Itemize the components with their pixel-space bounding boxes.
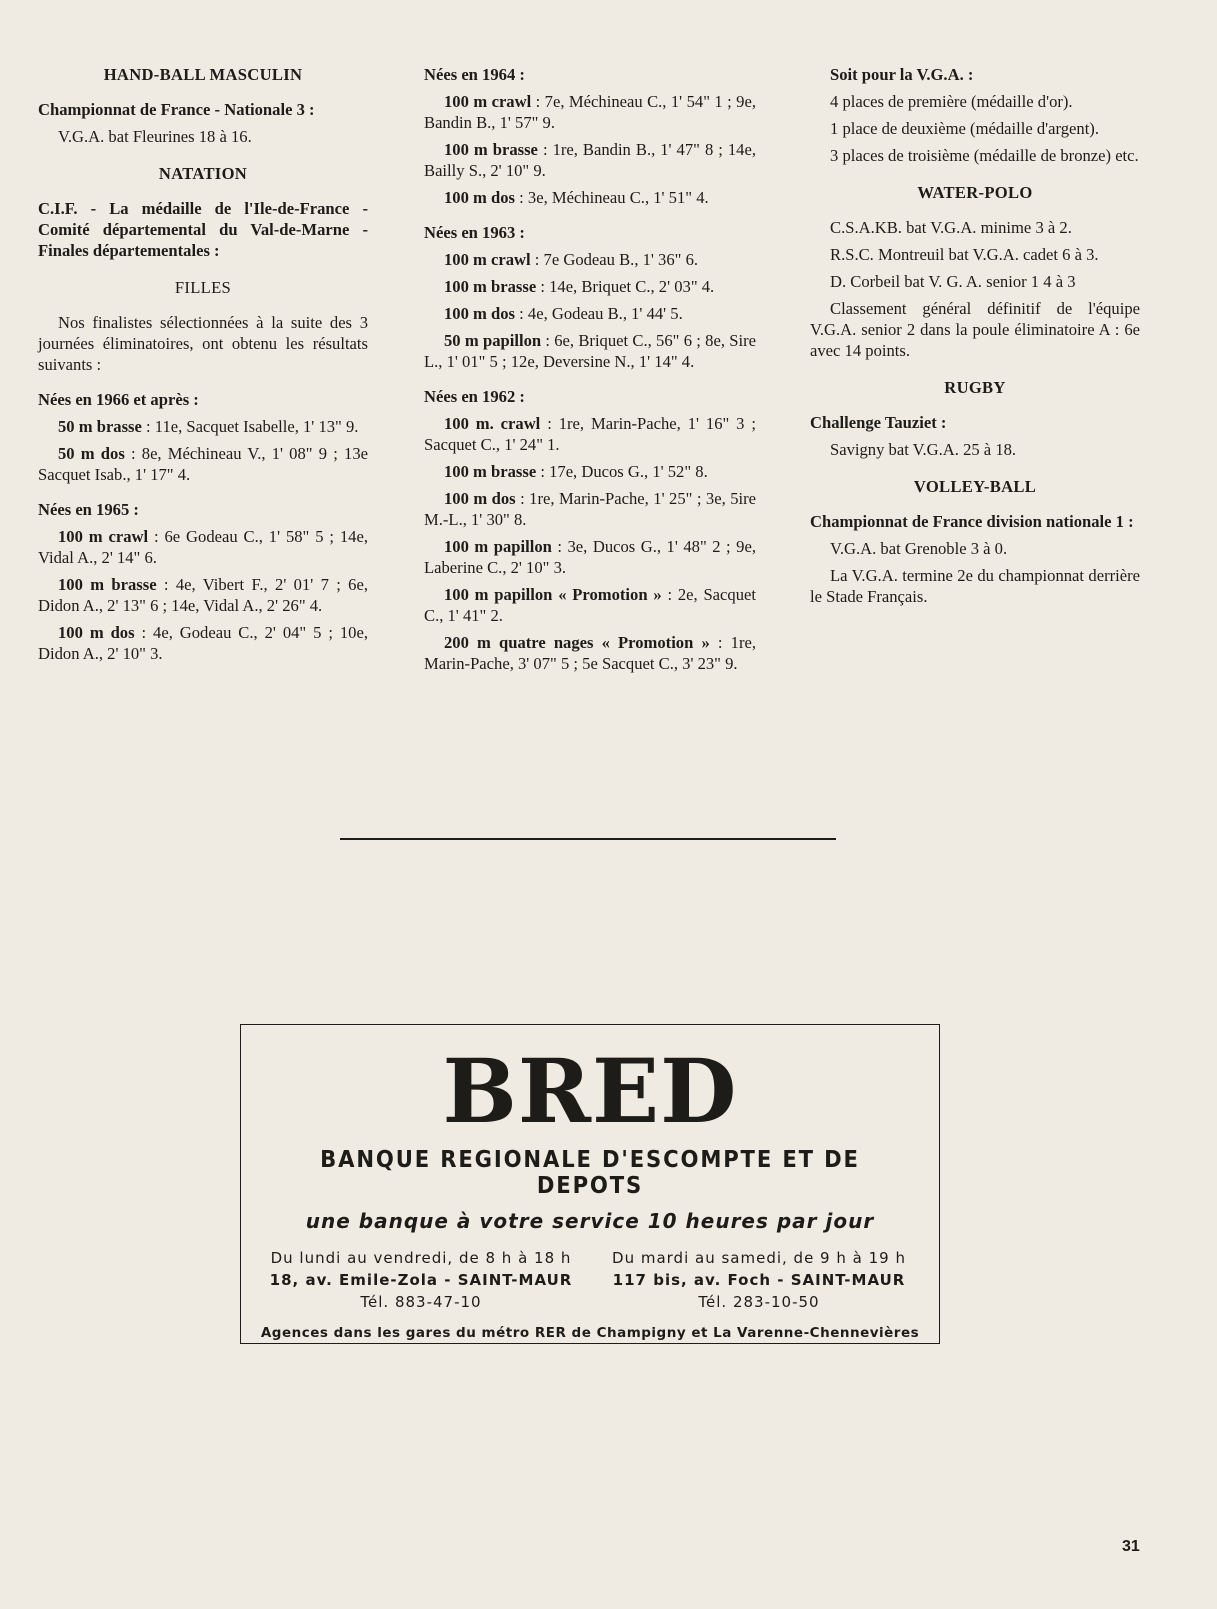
branch-phone: Tél. 283-10-50 — [698, 1293, 820, 1311]
branch-right — [599, 1247, 919, 1313]
result-entry: 50 m dos : 8e, Méchineau V., 1' 08" 9 ; 13e Sacquet Isab., 1' 17" 4. — [38, 444, 368, 484]
column-right — [810, 64, 1140, 613]
page-number: 31 — [1122, 1538, 1140, 1555]
branch-hours: Du lundi au vendredi, de 8 h à 18 h — [270, 1249, 572, 1267]
section-divider — [340, 838, 836, 840]
intro-text: Nos finalistes sélectionnées à la suite des 3 journées éliminatoires, ont obtenu les résultats suivants : — [38, 313, 368, 374]
result-entry: 200 m quatre nages « Promotion » : 1re, Marin-Pache, 3' 07" 5 ; 5e Sacquet C., 3' 23" 9. — [424, 633, 756, 673]
heading-handball: HAND-BALL MASCULIN — [103, 65, 303, 84]
waterpolo-result: D. Corbeil bat V. G. A. senior 1 4 à 3 — [830, 272, 1076, 291]
rugby-title: Challenge Tauziet : — [810, 413, 947, 432]
heading-rugby: RUGBY — [944, 378, 1006, 397]
waterpolo-result: R.S.C. Montreuil bat V.G.A. cadet 6 à 3. — [830, 245, 1099, 264]
nees-1966-title: Nées en 1966 et après : — [38, 390, 199, 409]
result-entry: 100 m dos : 3e, Méchineau C., 1' 51" 4. — [444, 188, 709, 207]
result-entry: 100 m dos : 1re, Marin-Pache, 1' 25" ; 3e, 5ire M.-L., 1' 30" 8. — [424, 489, 756, 529]
result-entry: 100 m crawl : 6e Godeau C., 1' 58" 5 ; 14e, Vidal A., 2' 14" 6. — [38, 527, 368, 567]
summary-gold: 4 places de première (médaille d'or). — [830, 92, 1073, 111]
championship-title: Championnat de France - Nationale 3 : — [38, 100, 315, 119]
result-entry: 100 m brasse : 14e, Briquet C., 2' 03" 4. — [444, 277, 715, 296]
result-entry: 100 m crawl : 7e Godeau B., 1' 36" 6. — [444, 250, 699, 269]
summary-bronze: 3 places de troisième (médaille de bronze) etc. — [830, 146, 1139, 165]
nees-1962-title: Nées en 1962 : — [424, 387, 525, 406]
result-entry: 50 m brasse : 11e, Sacquet Isabelle, 1' 13" 9. — [58, 417, 359, 436]
branch-phone: Tél. 883-47-10 — [360, 1293, 482, 1311]
waterpolo-ranking: Classement général définitif de l'équipe V.G.A. senior 2 dans la poule éliminatoire A : 6e avec 14 points. — [810, 299, 1140, 360]
bank-tagline: une banque à votre service 10 heures par jour — [305, 1209, 875, 1233]
result-entry: 100 m dos : 4e, Godeau C., 2' 04" 5 ; 10e, Didon A., 2' 10" 3. — [38, 623, 368, 663]
volleyball-result: V.G.A. bat Grenoble 3 à 0. — [830, 539, 1008, 558]
cif-title: C.I.F. - La médaille de l'Ile-de-France - Comité départemental du Val-de-Marne - Finales départementales : — [38, 199, 368, 260]
bank-name: BANQUE REGIONALE D'ESCOMPTE ET DE DEPOTS — [320, 1147, 860, 1199]
nees-1965-title: Nées en 1965 : — [38, 500, 139, 519]
result-entry: 100 m brasse : 17e, Ducos G., 1' 52" 8. — [444, 462, 708, 481]
result-entry: 100 m crawl : 7e, Méchineau C., 1' 54" 1 ; 9e, Bandin B., 1' 57" 9. — [424, 92, 756, 132]
heading-filles: FILLES — [174, 278, 232, 297]
championship-result: V.G.A. bat Fleurines 18 à 16. — [58, 127, 252, 146]
rugby-result: Savigny bat V.G.A. 25 à 18. — [830, 440, 1017, 459]
agencies-footer: Agences dans les gares du métro RER de Champigny et La Varenne-Chennevières — [260, 1325, 920, 1341]
heading-volleyball: VOLLEY-BALL — [913, 477, 1037, 496]
result-entry: 100 m brasse : 1re, Bandin B., 1' 47" 8 ; 14e, Bailly S., 2' 10" 9. — [424, 140, 756, 180]
nees-1964-title: Nées en 1964 : — [424, 65, 525, 84]
volleyball-final: La V.G.A. termine 2e du championnat derrière le Stade Français. — [810, 566, 1140, 606]
heading-waterpolo: WATER-POLO — [917, 183, 1033, 202]
summary-silver: 1 place de deuxième (médaille d'argent). — [830, 119, 1099, 138]
column-middle — [424, 64, 756, 680]
result-entry: 100 m dos : 4e, Godeau B., 1' 44' 5. — [444, 304, 683, 323]
volleyball-title: Championnat de France division nationale 1 : — [810, 512, 1134, 531]
branch-info — [241, 1247, 939, 1313]
result-entry: 50 m papillon : 6e, Briquet C., 56" 6 ; 8e, Sire L., 1' 01" 5 ; 12e, Deversine N., 1' 14" 4. — [424, 331, 756, 371]
result-entry: 100 m papillon : 3e, Ducos G., 1' 48" 2 ; 9e, Laberine C., 2' 10" 3. — [424, 537, 756, 577]
result-entry: 100 m papillon « Promotion » : 2e, Sacquet C., 1' 41" 2. — [424, 585, 756, 625]
column-left — [38, 64, 368, 670]
branch-left — [261, 1247, 581, 1313]
heading-natation: NATATION — [158, 164, 248, 183]
bred-logo: BRED — [442, 1039, 738, 1143]
branch-hours: Du mardi au samedi, de 9 h à 19 h — [612, 1249, 906, 1267]
nees-1963-title: Nées en 1963 : — [424, 223, 525, 242]
branch-address: 18, av. Emile-Zola - SAINT-MAUR — [269, 1271, 573, 1289]
result-entry: 100 m brasse : 4e, Vibert F., 2' 01' 7 ; 6e, Didon A., 2' 13" 6 ; 14e, Vidal A., 2' 26" 4. — [38, 575, 368, 615]
waterpolo-result: C.S.A.KB. bat V.G.A. minime 3 à 2. — [830, 218, 1072, 237]
bred-advertisement — [240, 1024, 940, 1344]
result-entry: 100 m. crawl : 1re, Marin-Pache, 1' 16" 3 ; Sacquet C., 1' 24" 1. — [424, 414, 756, 454]
branch-address: 117 bis, av. Foch - SAINT-MAUR — [612, 1271, 906, 1289]
summary-title: Soit pour la V.G.A. : — [830, 65, 974, 84]
